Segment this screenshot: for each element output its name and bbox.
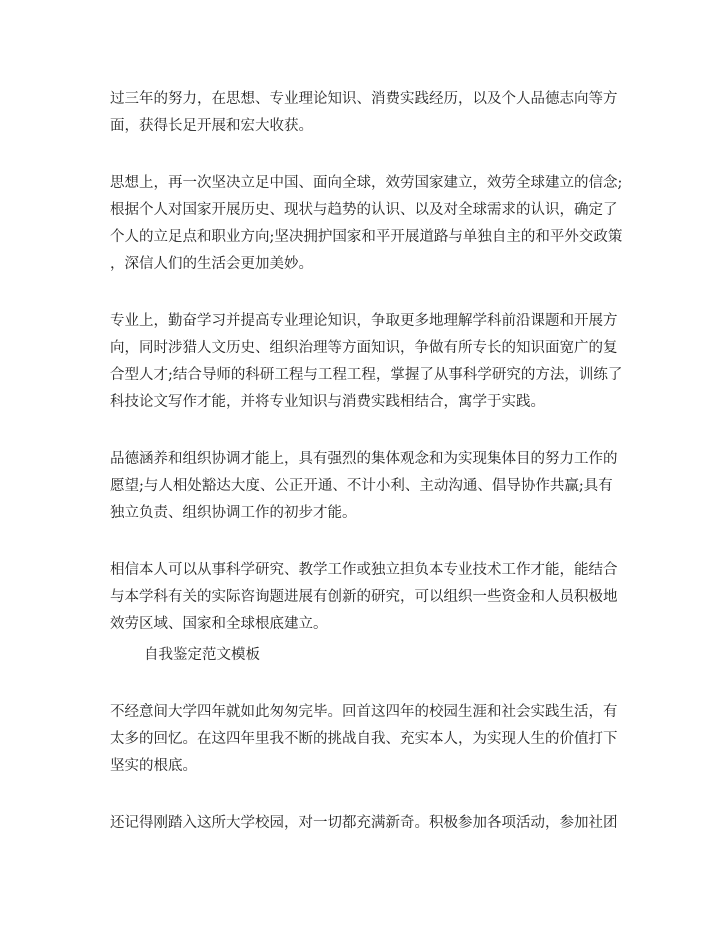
section-heading: 自我鉴定范文模板 [144, 647, 260, 663]
text-line: 个人的立足点和职业方向;坚决拥护国家和平开展道路与单独自主的和平外交政策 [110, 229, 623, 245]
paragraph-1 [110, 86, 618, 140]
text-line: 不经意间大学四年就如此匆匆完毕。回首这四年的校园生涯和社会实践生活，有 [110, 704, 618, 720]
text-line: 面，获得长足开展和宏大收获。 [110, 118, 313, 134]
text-line: 根据个人对国家开展历史、现状与趋势的认识、以及对全球需求的认识，确定了 [110, 202, 618, 218]
text-line: 坚实的根底。 [110, 758, 197, 774]
paragraph-2 [110, 170, 623, 278]
text-line: ，深信人们的生活会更加美妙。 [110, 256, 313, 272]
paragraph-7 [110, 810, 618, 837]
text-line: 科技论文写作才能，并将专业知识与消费实践相结合，寓学于实践。 [110, 394, 545, 410]
text-line: 效劳区域、国家和全球根底建立。 [110, 616, 328, 632]
text-line: 思想上，再一次坚决立足中国、面向全球，效劳国家建立，效劳全球建立的信念; [110, 175, 623, 191]
paragraph-5 [110, 557, 618, 638]
text-line: 愿望;与人相处豁达大度、公正开通、不计小利、主动沟通、倡导协作共赢;具有 [110, 478, 613, 494]
text-line: 合型人才;结合导师的科研工程与工程工程，掌握了从事科学研究的方法，训练了 [110, 367, 623, 383]
text-line: 品德涵养和组织协调才能上，具有强烈的集体观念和为实现集体目的努力工作的 [110, 451, 618, 467]
text-line: 相信本人可以从事科学研究、教学工作或独立担负本专业技术工作才能，能结合 [110, 562, 618, 578]
text-line: 独立负责、组织协调工作的初步才能。 [110, 505, 357, 521]
text-line: 过三年的努力，在思想、专业理论知识、消费实践经历，以及个人品德志向等方 [110, 91, 618, 107]
text-line: 向，同时涉猎人文历史、组织治理等方面知识，争做有所专长的知识面宽广的复 [110, 340, 618, 356]
paragraph-3 [110, 308, 623, 416]
paragraph-4 [110, 446, 618, 527]
text-line: 专业上，勤奋学习并提高专业理论知识，争取更多地理解学科前沿课题和开展方 [110, 313, 618, 329]
document-page [110, 86, 623, 837]
text-line: 太多的回忆。在这四年里我不断的挑战自我、充实本人，为实现人生的价值打下 [110, 731, 618, 747]
text-line: 还记得刚踏入这所大学校园，对一切都充满新奇。积极参加各项活动，参加社团 [110, 815, 618, 831]
text-line: 与本学科有关的实际咨询题进展有创新的研究，可以组织一些资金和人员积极地 [110, 589, 618, 605]
paragraph-6 [110, 699, 618, 780]
